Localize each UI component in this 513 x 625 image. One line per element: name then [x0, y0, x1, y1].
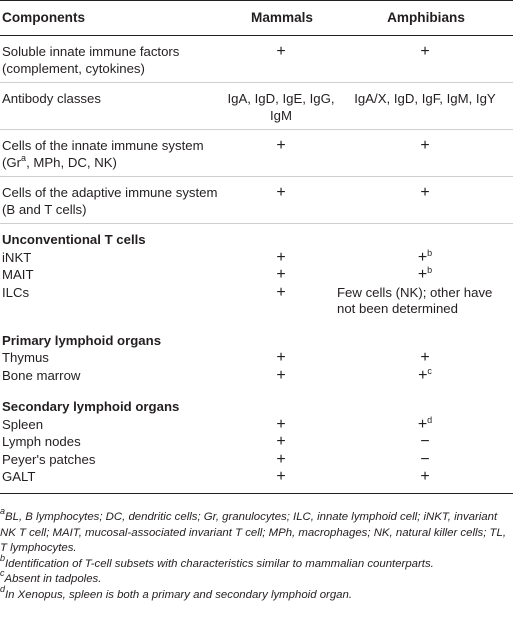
row-label: MAIT — [2, 267, 34, 282]
table-row — [0, 285, 513, 325]
footnote — [0, 506, 513, 557]
amphibians-value: + — [420, 349, 430, 366]
row-label: ILCs — [2, 284, 30, 300]
footnote-mark: a — [0, 506, 6, 516]
section-title: Unconventional T cells — [2, 232, 146, 247]
amphibians-value: Few cells (NK); other have not been determined — [337, 284, 493, 316]
table-row — [0, 350, 513, 368]
header-amphibians: Amphibians — [337, 1, 513, 36]
amphibians-mark: + — [417, 415, 428, 433]
row-label: Spleen — [2, 416, 44, 432]
amphibians-value: − — [420, 450, 430, 468]
footnote-ref: d — [427, 414, 433, 425]
footnote-ref: c — [427, 365, 432, 376]
row-label-part: Cells of the innate immune system (Gr — [2, 138, 204, 170]
footnote — [0, 583, 513, 604]
mammals-value: + — [276, 450, 286, 468]
row-label: Antibody classes — [0, 83, 225, 130]
mammals-value: + — [276, 266, 286, 283]
mammals-value: IgA, IgD, IgE, IgG, IgM — [225, 83, 337, 130]
row-label-part: , MPh, DC, NK) — [26, 154, 117, 170]
section-row — [0, 325, 513, 351]
table-row — [0, 469, 513, 493]
footnote — [0, 568, 513, 588]
amphibians-mark: + — [417, 248, 428, 266]
amphibians-value: + — [337, 130, 513, 177]
mammals-value: + — [276, 283, 286, 301]
row-label: Thymus — [2, 350, 49, 365]
row-label: Lymph nodes — [2, 434, 81, 449]
section-row — [0, 224, 513, 250]
table-row — [0, 417, 513, 435]
mammals-value: + — [276, 366, 286, 384]
amphibians-value — [337, 365, 513, 392]
footnote-ref: a — [21, 152, 27, 163]
footnote-text: Identification of T-cell subsets with characteristics similar to mammalian counterparts. — [5, 557, 434, 570]
section-row — [0, 391, 513, 417]
footnote-mark: c — [0, 568, 5, 579]
amphibians-value: IgA/X, IgD, IgF, IgM, IgY — [337, 83, 513, 130]
amphibians-value: − — [420, 433, 430, 450]
footnote-ref: b — [427, 247, 433, 258]
amphibians-value: + — [337, 469, 513, 493]
amphibians-value — [337, 267, 513, 285]
mammals-value: + — [276, 415, 286, 433]
header-row — [0, 1, 513, 36]
amphibians-value: + — [337, 177, 513, 224]
mammals-value: + — [225, 469, 337, 493]
footnote-text: In Xenopus, spleen is both a primary and secondary lymphoid organ. — [5, 588, 353, 601]
amphibians-value — [337, 414, 513, 435]
footnote-text: BL, B lymphocytes; DC, dendritic cells; Gr, granulocytes; ILC, innate lymphoid cell; iNKT, invariant NK T cell; MAIT, mucosal-associated invariant T cell; MPh, macrophages; NK, natural killer cells; TL, T lymphocytes. — [0, 511, 507, 555]
mammals-value: + — [225, 130, 337, 177]
row-label: iNKT — [2, 249, 32, 265]
footnote-mark: b — [0, 552, 6, 563]
table-row — [0, 368, 513, 392]
footnote-ref: b — [427, 265, 433, 275]
table-row — [0, 177, 513, 224]
table-row — [0, 452, 513, 470]
row-label: Bone marrow — [2, 367, 81, 383]
mammals-value: + — [276, 248, 286, 266]
table-row — [0, 250, 513, 268]
table-row — [0, 83, 513, 130]
table-row — [0, 267, 513, 285]
row-label: Peyer's patches — [2, 451, 96, 467]
table-row — [0, 130, 513, 177]
amphibians-mark: + — [417, 266, 428, 283]
footnote-mark: d — [0, 583, 6, 594]
mammals-value: + — [225, 177, 337, 224]
mammals-value: + — [225, 36, 337, 83]
footnote — [0, 552, 513, 573]
amphibians-value: + — [337, 36, 513, 83]
row-label: GALT — [0, 469, 225, 493]
mammals-value: + — [276, 433, 286, 450]
footnote-text: Absent in tadpoles. — [4, 573, 102, 586]
row-label — [0, 130, 225, 177]
section-title: Primary lymphoid organs — [2, 332, 162, 348]
mammals-value: + — [276, 349, 286, 366]
row-label: Cells of the adaptive immune system (B and T cells) — [0, 177, 225, 224]
table-footnotes — [0, 506, 513, 604]
header-mammals: Mammals — [225, 1, 337, 36]
amphibians-value — [337, 247, 513, 268]
table-row — [0, 36, 513, 83]
row-label: Soluble innate immune factors (complement, cytokines) — [0, 36, 225, 83]
header-components: Components — [0, 1, 225, 36]
table-row — [0, 434, 513, 452]
amphibians-mark: + — [418, 366, 428, 384]
section-title: Secondary lymphoid organs — [2, 399, 180, 414]
